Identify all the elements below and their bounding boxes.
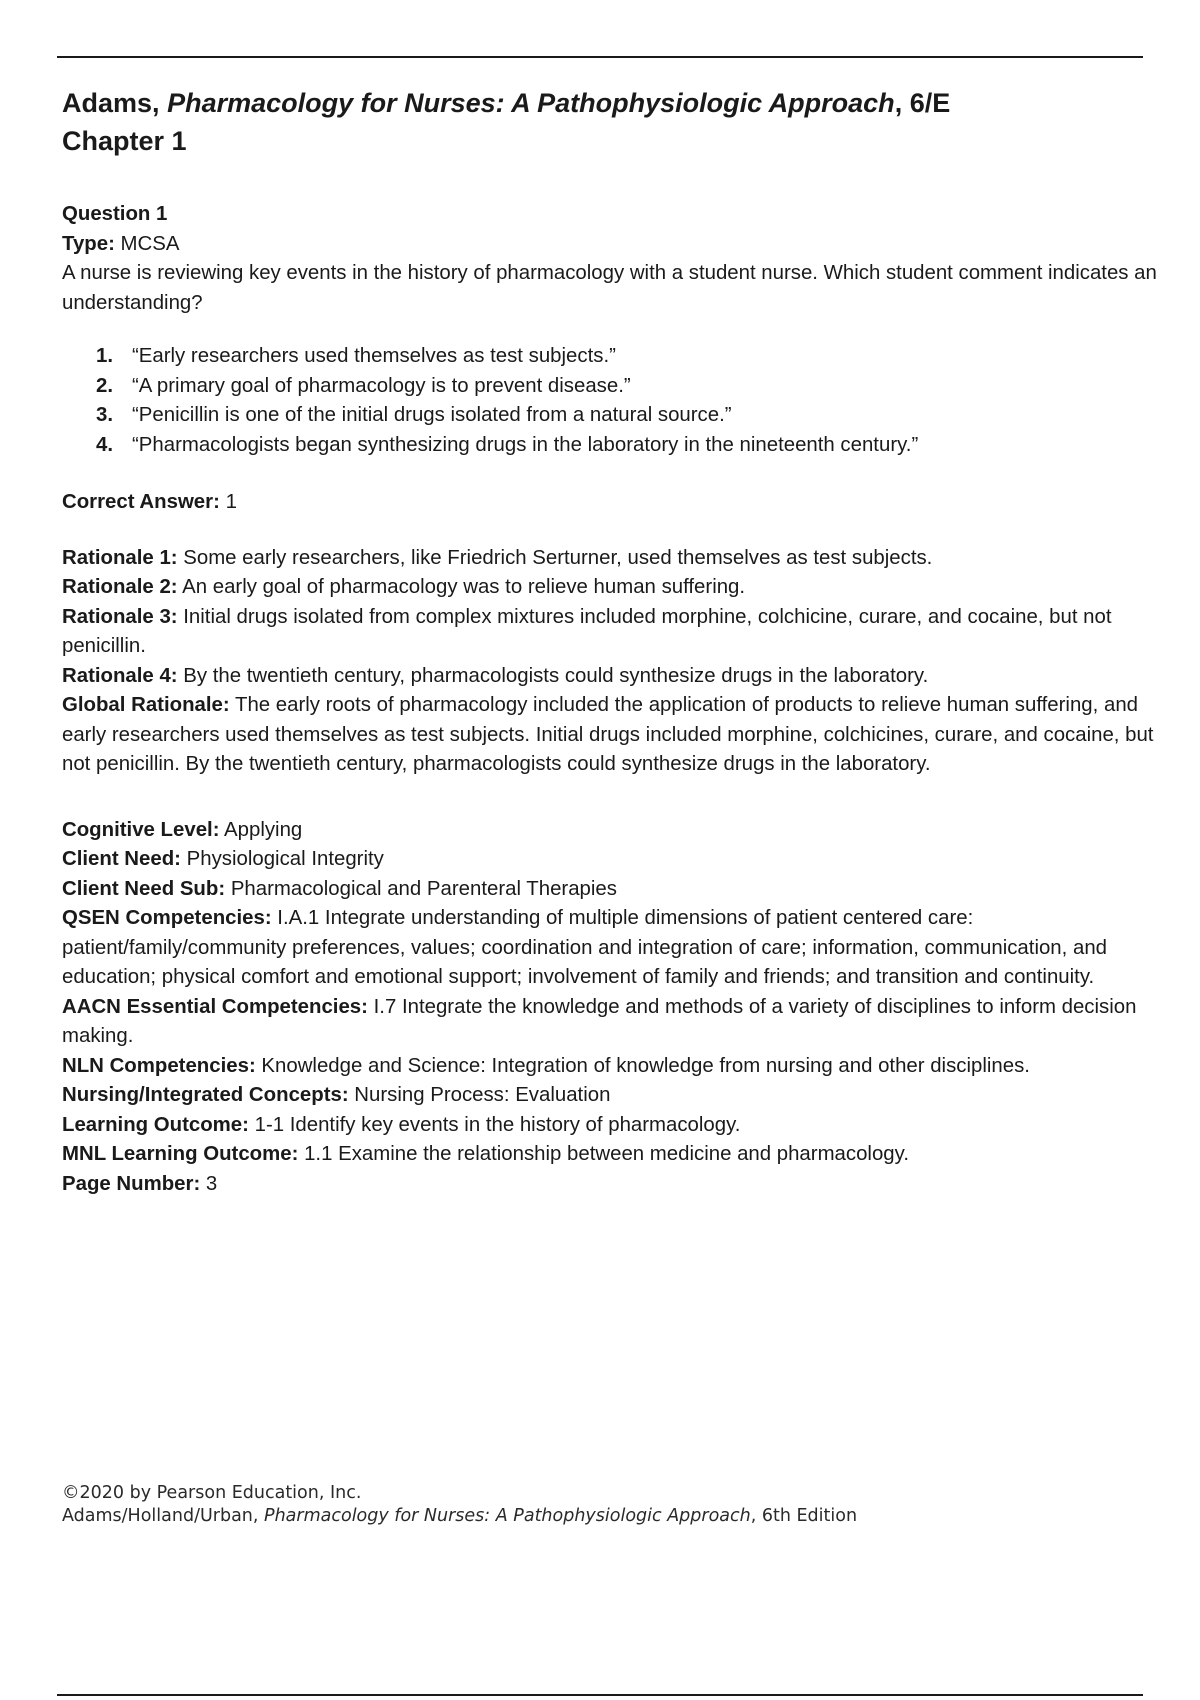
option-number: 2. bbox=[96, 374, 114, 397]
rationale-label: Rationale 1: bbox=[62, 546, 178, 569]
metadata-item bbox=[62, 1111, 1172, 1141]
rationales-section bbox=[62, 544, 1172, 780]
answer-options bbox=[62, 342, 1172, 460]
option-number: 3. bbox=[96, 404, 114, 426]
option-number: 1. bbox=[96, 345, 114, 367]
option-text: “Early researchers used themselves as test subjects.” bbox=[132, 345, 616, 367]
metadata-label: MNL Learning Outcome: bbox=[62, 1143, 299, 1165]
rationale-item bbox=[62, 573, 1172, 603]
option-text: “A primary goal of pharmacology is to prevent disease.” bbox=[132, 374, 631, 397]
rationale-label: Rationale 2: bbox=[62, 576, 178, 598]
rationale-text: Initial drugs isolated from complex mixtures included morphine, colchicine, curare, and cocaine, but not penicillin. bbox=[62, 605, 1112, 657]
metadata-item bbox=[62, 904, 1172, 993]
metadata-value: 1.1 Examine the relationship between medicine and pharmacology. bbox=[304, 1143, 909, 1165]
title-book: Pharmacology for Nurses: A Pathophysiologic Approach bbox=[167, 88, 895, 118]
rationale-label: Global Rationale: bbox=[62, 694, 230, 716]
metadata-label: Page Number: bbox=[62, 1172, 201, 1195]
global-rationale bbox=[62, 691, 1172, 780]
answer-option bbox=[96, 372, 1172, 402]
title-edition: , 6/E bbox=[894, 88, 951, 118]
question-type bbox=[62, 230, 1172, 260]
page-footer bbox=[62, 1482, 857, 1528]
option-text: “Pharmacologists began synthesizing drugs in the laboratory in the nineteenth century.” bbox=[132, 433, 919, 456]
document-page bbox=[62, 84, 1172, 1199]
rationale-text: By the twentieth century, pharmacologists could synthesize drugs in the laboratory. bbox=[183, 664, 929, 687]
correct-answer-label: Correct Answer: bbox=[62, 491, 220, 513]
metadata-item bbox=[62, 1170, 1172, 1200]
answer-option bbox=[96, 342, 1172, 372]
metadata-label: NLN Competencies: bbox=[62, 1054, 256, 1077]
correct-answer bbox=[62, 488, 1172, 518]
metadata-label: Client Need: bbox=[62, 848, 181, 870]
metadata-value: Knowledge and Science: Integration of knowledge from nursing and other disciplines. bbox=[261, 1054, 1030, 1077]
metadata-item bbox=[62, 816, 1172, 846]
metadata-label: Nursing/Integrated Concepts: bbox=[62, 1084, 349, 1106]
option-text: “Penicillin is one of the initial drugs isolated from a natural source.” bbox=[132, 404, 732, 426]
copyright-line: ©2020 by Pearson Education, Inc. bbox=[62, 1483, 362, 1503]
question-stem: A nurse is reviewing key events in the history of pharmacology with a student nurse. Which student comment indicates an understanding? bbox=[62, 262, 1157, 314]
metadata-item bbox=[62, 875, 1172, 905]
citation-line bbox=[62, 1505, 857, 1528]
rationale-text: An early goal of pharmacology was to relieve human suffering. bbox=[182, 576, 746, 598]
metadata-label: AACN Essential Competencies: bbox=[62, 995, 368, 1018]
rationale-item bbox=[62, 603, 1172, 662]
metadata-item bbox=[62, 1140, 1172, 1170]
rationale-label: Rationale 3: bbox=[62, 605, 178, 628]
metadata-value: Nursing Process: Evaluation bbox=[354, 1084, 611, 1106]
metadata-item bbox=[62, 993, 1172, 1052]
metadata-label: QSEN Competencies: bbox=[62, 907, 272, 929]
citation-book: Pharmacology for Nurses: A Pathophysiologic Approach bbox=[264, 1506, 751, 1526]
rationale-item bbox=[62, 544, 1172, 574]
metadata-item bbox=[62, 845, 1172, 875]
title-author: Adams, bbox=[62, 88, 160, 118]
metadata-value: Pharmacological and Parenteral Therapies bbox=[230, 877, 617, 900]
question-type-label: Type: bbox=[62, 232, 115, 255]
document-title bbox=[62, 84, 1172, 160]
rationale-text: Some early researchers, like Friedrich Serturner, used themselves as test subjects. bbox=[183, 546, 933, 569]
citation-authors: Adams/Holland/Urban, bbox=[62, 1506, 265, 1526]
answer-option bbox=[96, 401, 1172, 431]
option-number: 4. bbox=[96, 433, 114, 456]
citation-edition: , 6th Edition bbox=[750, 1506, 858, 1526]
metadata-value: I.A.1 Integrate understanding of multiple dimensions of patient centered care: patient/family/community preferences, values; coordination and integration of care; information, communication, and education; physical comfort and emotional support; involvement of family and friends; and transition and continuity. bbox=[62, 907, 1108, 988]
chapter-heading: Chapter 1 bbox=[62, 126, 187, 156]
metadata-section bbox=[62, 816, 1172, 1200]
correct-answer-value: 1 bbox=[225, 491, 237, 513]
bottom-rule bbox=[57, 1694, 1143, 1696]
question-block bbox=[62, 200, 1172, 1199]
metadata-item bbox=[62, 1052, 1172, 1082]
metadata-value: 3 bbox=[205, 1172, 218, 1195]
metadata-item bbox=[62, 1081, 1172, 1111]
metadata-value: Applying bbox=[224, 818, 303, 841]
answer-option bbox=[96, 431, 1172, 461]
metadata-value: 1-1 Identify key events in the history of pharmacology. bbox=[254, 1113, 741, 1136]
metadata-label: Client Need Sub: bbox=[62, 877, 226, 900]
metadata-label: Learning Outcome: bbox=[62, 1113, 249, 1136]
metadata-value: Physiological Integrity bbox=[186, 848, 384, 870]
top-rule bbox=[57, 56, 1143, 58]
rationale-item bbox=[62, 662, 1172, 692]
metadata-label: Cognitive Level: bbox=[62, 818, 220, 841]
question-number: Question 1 bbox=[62, 203, 168, 225]
metadata-value: I.7 Integrate the knowledge and methods of a variety of disciplines to inform decision making. bbox=[62, 995, 1137, 1047]
rationale-text: The early roots of pharmacology included the application of products to relieve human suffering, and early researchers used themselves as test subjects. Initial drugs included morphine, colchicines, curare, and cocaine, but not penicillin. By the twentieth century, pharmacologists could synthesize drugs in the laboratory. bbox=[62, 694, 1154, 775]
question-type-value: MCSA bbox=[120, 232, 180, 255]
rationale-label: Rationale 4: bbox=[62, 664, 178, 687]
